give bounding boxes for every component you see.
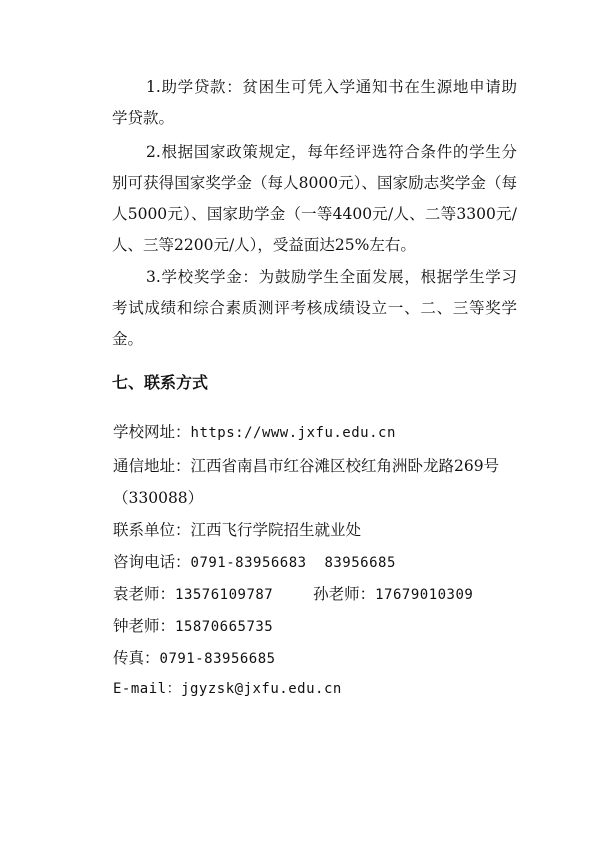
phone-label: 咨询电话： [113,553,191,571]
teacher2-label: 孙老师： [313,585,376,603]
teacher3-phone: 15870665735 [175,619,274,635]
teacher3-line [113,614,273,636]
teacher1-label: 袁老师： [113,585,176,603]
postcode-line [113,486,203,508]
phone-line [113,550,396,572]
teacher2-phone: 17679010309 [375,587,474,603]
paragraph-national-scholarships: 2.根据国家政策规定，每年经评选符合条件的学生分别可获得国家奖学金（每人8000元）、国家励志奖学金（每人5000元）、国家助学金（一等4400元/人、二等3300元/人、三等2200元/人），受益面达25%左右。 [112,143,517,254]
teacher3-label: 钟老师： [113,617,176,635]
email-label: E-mail： [113,681,182,697]
fax-line [113,646,276,668]
teachers-line [113,582,473,604]
email-link[interactable]: jgyzsk@jxfu.edu.cn [181,681,342,697]
fax-label: 传真： [113,649,160,667]
postcode-value: （330088） [113,489,204,507]
section-heading-contact: 七、联系方式 [112,373,209,392]
fax-value: 0791-83956685 [159,651,276,667]
paragraph-school-scholarship: 3.学校奖学金：为鼓励学生全面发展，根据学生学习考试成绩和综合素质测评考核成绩设立一、二、三等奖学金。 [112,268,517,348]
website-label: 学校网址： [113,423,191,441]
website-link[interactable]: https://www.jxfu.edu.cn [190,425,396,441]
paragraph-student-loan: 1.助学贷款：贫困生可凭入学通知书在生源地申请助学贷款。 [112,78,517,127]
email-line [113,678,342,698]
unit-value: 江西飞行学院招生就业处 [190,521,362,539]
address-label: 通信地址： [113,457,191,475]
unit-label: 联系单位： [113,521,191,539]
address-line [113,454,499,476]
teacher1-phone: 13576109787 [175,587,274,603]
phone-value: 0791-83956683 83956685 [190,555,396,571]
website-line [113,420,396,442]
unit-line [113,518,361,540]
address-value: 江西省南昌市红谷滩区校红角洲卧龙路269号 [190,457,500,475]
